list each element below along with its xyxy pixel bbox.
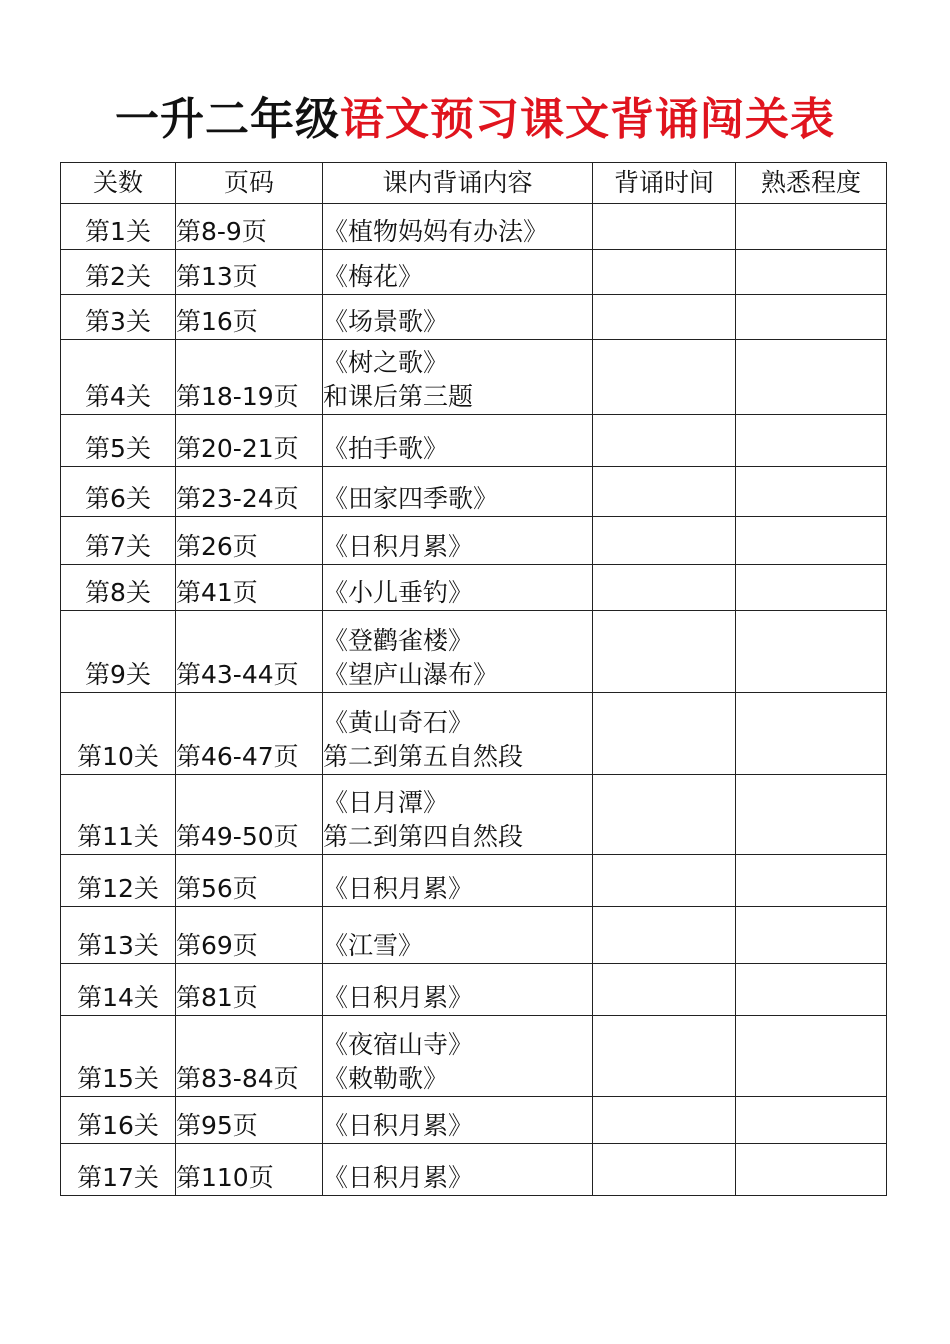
cell-level: 第6关	[61, 467, 176, 517]
table-row	[61, 1144, 887, 1196]
cell-familiarity	[736, 295, 887, 340]
cell-content	[323, 295, 593, 340]
cell-time	[593, 611, 736, 693]
cell-familiarity	[736, 467, 887, 517]
content-line: 《日积月累》	[323, 1111, 474, 1140]
cell-familiarity	[736, 1016, 887, 1097]
header-content: 课内背诵内容	[323, 163, 593, 204]
content-line: 《望庐山瀑布》	[323, 660, 499, 689]
table-body	[61, 204, 887, 1196]
cell-content	[323, 964, 593, 1016]
cell-time	[593, 415, 736, 467]
content-line: 《日积月累》	[323, 874, 474, 903]
cell-content	[323, 855, 593, 907]
cell-page: 第13页	[176, 250, 323, 295]
recitation-table	[60, 162, 887, 1196]
cell-content	[323, 1016, 593, 1097]
cell-content	[323, 415, 593, 467]
cell-time	[593, 204, 736, 250]
cell-level: 第10关	[61, 693, 176, 775]
table-row	[61, 964, 887, 1016]
content-line: 《日月潭》	[323, 788, 449, 817]
content-line: 《江雪》	[323, 931, 424, 960]
cell-page: 第41页	[176, 565, 323, 611]
cell-level: 第9关	[61, 611, 176, 693]
cell-content	[323, 340, 593, 415]
content-line: 《夜宿山寺》	[323, 1030, 474, 1059]
cell-time	[593, 467, 736, 517]
cell-time	[593, 295, 736, 340]
title-highlight: 语文预习课文背诵闯关表	[340, 94, 835, 145]
header-page: 页码	[176, 163, 323, 204]
cell-time	[593, 1144, 736, 1196]
cell-page: 第69页	[176, 907, 323, 964]
cell-level: 第4关	[61, 340, 176, 415]
cell-familiarity	[736, 693, 887, 775]
cell-page: 第20-21页	[176, 415, 323, 467]
header-level: 关数	[61, 163, 176, 204]
content-line: 《植物妈妈有办法》	[323, 217, 549, 246]
table-row	[61, 1016, 887, 1097]
cell-familiarity	[736, 855, 887, 907]
cell-time	[593, 517, 736, 565]
content-line: 《日积月累》	[323, 1163, 474, 1192]
cell-content	[323, 775, 593, 855]
cell-familiarity	[736, 204, 887, 250]
content-line: 《小儿垂钓》	[323, 578, 474, 607]
cell-level: 第12关	[61, 855, 176, 907]
cell-familiarity	[736, 415, 887, 467]
table-row	[61, 565, 887, 611]
cell-familiarity	[736, 565, 887, 611]
content-line: 和课后第三题	[323, 382, 474, 411]
table-row	[61, 204, 887, 250]
cell-level: 第5关	[61, 415, 176, 467]
cell-page: 第110页	[176, 1144, 323, 1196]
cell-page: 第8-9页	[176, 204, 323, 250]
cell-time	[593, 693, 736, 775]
cell-page: 第56页	[176, 855, 323, 907]
cell-level: 第2关	[61, 250, 176, 295]
content-line: 《田家四季歌》	[323, 484, 499, 513]
table-row	[61, 415, 887, 467]
content-line: 第二到第四自然段	[323, 822, 524, 851]
cell-familiarity	[736, 1097, 887, 1144]
header-time: 背诵时间	[593, 163, 736, 204]
cell-level: 第11关	[61, 775, 176, 855]
content-line: 《敕勒歌》	[323, 1064, 449, 1093]
content-line: 第二到第五自然段	[323, 742, 524, 771]
cell-page: 第46-47页	[176, 693, 323, 775]
cell-content	[323, 565, 593, 611]
table-row	[61, 295, 887, 340]
content-line: 《场景歌》	[323, 307, 449, 336]
cell-time	[593, 775, 736, 855]
cell-page: 第18-19页	[176, 340, 323, 415]
cell-level: 第1关	[61, 204, 176, 250]
cell-level: 第17关	[61, 1144, 176, 1196]
cell-page: 第49-50页	[176, 775, 323, 855]
content-line: 《日积月累》	[323, 983, 474, 1012]
header-familiarity: 熟悉程度	[736, 163, 887, 204]
cell-level: 第15关	[61, 1016, 176, 1097]
cell-level: 第16关	[61, 1097, 176, 1144]
table-row	[61, 340, 887, 415]
cell-content	[323, 250, 593, 295]
table-row	[61, 517, 887, 565]
table-row	[61, 775, 887, 855]
cell-familiarity	[736, 907, 887, 964]
cell-time	[593, 1097, 736, 1144]
table-row	[61, 1097, 887, 1144]
cell-content	[323, 611, 593, 693]
content-line: 《登鹳雀楼》	[323, 626, 474, 655]
cell-time	[593, 565, 736, 611]
cell-time	[593, 964, 736, 1016]
cell-content	[323, 1144, 593, 1196]
content-line: 《拍手歌》	[323, 434, 449, 463]
content-line: 《黄山奇石》	[323, 708, 474, 737]
cell-familiarity	[736, 250, 887, 295]
cell-content	[323, 517, 593, 565]
cell-content	[323, 693, 593, 775]
cell-level: 第3关	[61, 295, 176, 340]
cell-page: 第26页	[176, 517, 323, 565]
cell-familiarity	[736, 517, 887, 565]
table-row	[61, 611, 887, 693]
cell-time	[593, 1016, 736, 1097]
content-line: 《梅花》	[323, 262, 424, 291]
cell-page: 第43-44页	[176, 611, 323, 693]
table-row	[61, 907, 887, 964]
cell-time	[593, 340, 736, 415]
cell-time	[593, 250, 736, 295]
cell-familiarity	[736, 1144, 887, 1196]
cell-page: 第83-84页	[176, 1016, 323, 1097]
cell-familiarity	[736, 964, 887, 1016]
cell-content	[323, 467, 593, 517]
table-header-row	[61, 163, 887, 204]
cell-time	[593, 855, 736, 907]
cell-page: 第95页	[176, 1097, 323, 1144]
cell-content	[323, 907, 593, 964]
cell-content	[323, 1097, 593, 1144]
cell-familiarity	[736, 775, 887, 855]
content-line: 《日积月累》	[323, 532, 474, 561]
page-title	[0, 90, 950, 150]
cell-level: 第14关	[61, 964, 176, 1016]
cell-time	[593, 907, 736, 964]
table-row	[61, 693, 887, 775]
cell-level: 第7关	[61, 517, 176, 565]
cell-page: 第16页	[176, 295, 323, 340]
cell-familiarity	[736, 611, 887, 693]
title-prefix: 一升二年级	[115, 94, 340, 145]
table-row	[61, 467, 887, 517]
table-row	[61, 250, 887, 295]
cell-level: 第13关	[61, 907, 176, 964]
cell-page: 第81页	[176, 964, 323, 1016]
table-row	[61, 855, 887, 907]
cell-familiarity	[736, 340, 887, 415]
content-line: 《树之歌》	[323, 348, 449, 377]
cell-level: 第8关	[61, 565, 176, 611]
cell-content	[323, 204, 593, 250]
cell-page: 第23-24页	[176, 467, 323, 517]
